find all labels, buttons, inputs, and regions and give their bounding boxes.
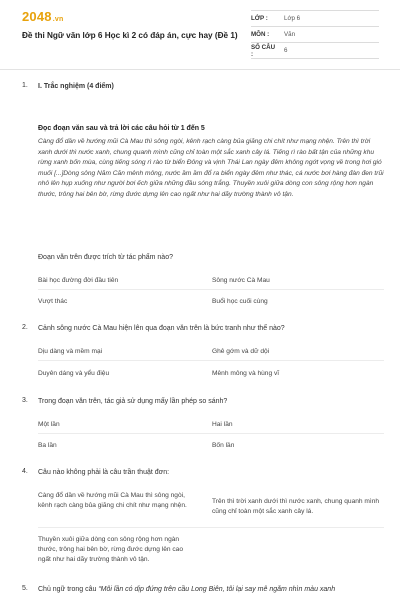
logo-tld: .vn (52, 16, 64, 23)
question-text: Cảnh sông nước Cà Mau hiện lên qua đoạn văn trên là bức tranh như thế nào? (38, 325, 285, 332)
question-text-prefix: Chủ ngữ trong câu (38, 586, 97, 593)
info-table (251, 10, 379, 59)
question-quote: “Mỗi lần có dịp đứng trên cầu Long Biên, tôi lại say mê ngắm nhìn màu xanh (98, 586, 336, 593)
answer-option[interactable]: Vượt thác (38, 298, 68, 305)
passage-instruction: Đọc đoạn văn sau và trả lời các câu hỏi từ 1 đến 5 (38, 125, 205, 132)
info-row-count (251, 43, 379, 59)
info-row-class (251, 10, 379, 27)
option-divider (38, 360, 384, 361)
answer-option[interactable]: Thuyền xuôi giữa dòng con sông rộng hơn ngàn thước, trông hai bên bờ, rừng đước dựng lên cao ngất như hai dãy trường thành vô tận. (38, 536, 183, 563)
reading-passage: Càng đổ dần về hướng mũi Cà Mau thì sông ngòi, kênh rạch càng bủa giăng chi chít như mạng nhện. Trên thì trời xanh dưới thì nước xanh, chung quanh mình cũng chỉ toàn một sắc xanh cây lá. Tiếng rì rào bất tận của những khu rừng xanh bốn mùa, cùng tiếng sóng rì rào từ biển Đông và vịnh Thái Lan ngày đêm không ngớt vọng về trong hơi gió muối [...]Dòng sông Năm Căn mênh mông, nước ầm ầm đổ ra biển ngày đêm như thác, cá nước bơi hàng đàn đen trũi nhô lên hụp xuống như người bơi ếch giữa những đầu sóng trắng. Thuyền xuôi giữa dòng con sông rộng hơn ngàn thước, trông hai bên bờ, rừng đước dựng lên cao ngất như hai dãy trường thành vô tận. (38, 138, 384, 198)
question-number: 2. (22, 324, 28, 331)
info-label: SỐ CÂU : (251, 43, 276, 58)
question-text: Câu nào không phải là câu trần thuật đơn: (38, 469, 170, 476)
answer-option[interactable]: Sông nước Cà Mau (212, 277, 270, 284)
document-header (0, 0, 400, 66)
answer-option[interactable]: Bốn lần (212, 442, 235, 449)
option-divider (38, 289, 384, 290)
question-number: 3. (22, 397, 28, 404)
section-heading: I. Trắc nghiệm (4 điểm) (38, 83, 114, 90)
info-value: Văn (284, 31, 296, 38)
question-text: Đoạn văn trên được trích từ tác phẩm nào? (38, 254, 173, 261)
info-label: LỚP : (251, 15, 268, 22)
header-divider (0, 69, 400, 70)
option-divider (38, 433, 384, 434)
answer-option[interactable]: Hai lần (212, 421, 233, 428)
question-number: 5. (22, 585, 28, 592)
answer-option[interactable]: Càng đổ dần về hướng mũi Cà Mau thì sông ngòi, kênh rạch càng bủa giăng chi chít như mạng nhện. (38, 492, 187, 509)
answer-option[interactable]: Ghê gớm và dữ dội (212, 348, 270, 355)
logo-text: 2048 (22, 9, 52, 24)
info-value: Lớp 6 (284, 15, 301, 22)
question-number: 1. (22, 82, 28, 89)
answer-option[interactable]: Ba lần (38, 442, 57, 449)
question-text: Trong đoạn văn trên, tác giả sử dụng mấy lần phép so sánh? (38, 398, 228, 405)
info-row-subject (251, 27, 379, 43)
answer-option[interactable]: Một lần (38, 421, 60, 428)
answer-option[interactable]: Bài học đường đời đầu tiên (38, 277, 119, 284)
answer-option[interactable]: Mênh mông và hùng vĩ (212, 370, 280, 377)
document-title: Đề thi Ngữ văn lớp 6 Học kì 2 có đáp án, cực hay (Đề 1) (22, 31, 238, 40)
answer-option[interactable]: Trên thì trời xanh dưới thì nước xanh, chung quanh mình cũng chỉ toàn một sắc xanh cây lá. (212, 498, 380, 515)
question-text (38, 585, 384, 595)
site-logo[interactable] (22, 9, 63, 24)
answer-option[interactable]: Duyên dáng và yểu điệu (38, 370, 110, 377)
info-label: MÔN : (251, 31, 270, 38)
question-number: 4. (22, 468, 28, 475)
option-divider (38, 527, 384, 528)
answer-option[interactable]: Buổi học cuối cùng (212, 298, 268, 305)
info-value: 6 (284, 47, 288, 54)
answer-option[interactable]: Dịu dàng và mềm mại (38, 348, 103, 355)
